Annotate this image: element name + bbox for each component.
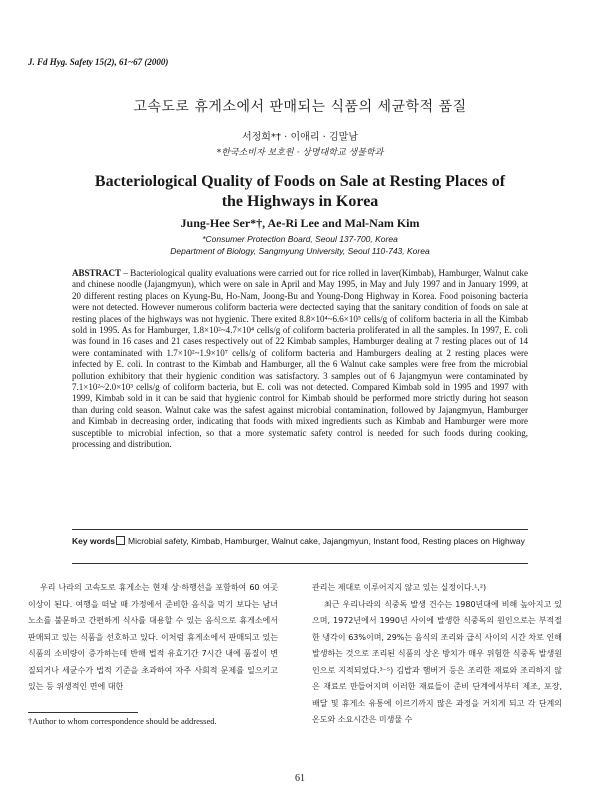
- body-column-left: [28, 580, 278, 696]
- page-number: 61: [295, 773, 305, 784]
- abstract: [72, 268, 528, 451]
- english-affiliation-2: Department of Biology, Sangmyung University, Seoul 110-743, Korea: [170, 246, 430, 256]
- keywords-label: Key words: [72, 536, 115, 546]
- english-title: [60, 172, 540, 212]
- footnote-rule: [28, 712, 138, 713]
- abstract-text: – Bacteriological quality evaluations were carried out for rice rolled in laver(Kimbab), Hamburger, Walnut cake and chinese noodle (Jajangmyun), which were on sale in April and May 1995, in May and July 1997 and in January 1999, at 20 different resting places on Kyung-Bu, Ho-Nam, Joong-Bu and Young-Dong Highway in Korea. Food poisoning bacteria were not detected. However numerous coliform bacteria were dectected saying that the sanitary condition of foods on sale at resting places of the highways was not hygienic. There exited 8.8×10⁴~6.6×10⁵ cells/g of coliform bacteria in all the Kimbab sold in 1995. As for Hamburger, 1.8×10²~4.7×10⁴ cells/g of coliform bacteria proliferated in all the samples. In 1997, E. coli was found in 16 cases and 21 cases respectively out of 22 Kimbab samples, Hamburger dealing at 7 resting places out of 14 were contaminated with 1.7×10²~1.9×10⁷ cells/g of coliform bacteria and Hamburgers dealing at 2 resting places were infected by E. coli. In contrast to the Kimbab and Hamburger, all the 6 Walnut cake samples were free from the microbial pollution exhibitory that their hygienic condition was satisfactory. 3 samples out of 6 Jajangmyun were contaminated by 7.1×10²~2.0×10³ cells/g of coliform bacteria, but E. coli was not detected. Compared Kimbab sold in 1995 and 1997 with 1999, Kimbab sold in it can be said that hygienic control for Kimbab should be performed more strictly during hot season than during cold season. Walnut cake was the safest against microbial contamination, followed by Jajangmyun, Hamburger and Kimbab in decreasing order, indicating that foods with mixed ingredients such as Kimbab and Hamburger were more susceptible to microbial infection, so that a more systematic safety control is needed for such foods during cooking, processing and distribution.: [72, 268, 528, 450]
- body-paragraph: 우리 나라의 고속도로 휴게소는 현재 상·하행선을 포함하여 60 여곳 이상이 된다. 여행을 떠날 때 가정에서 준비한 음식을 먹기 보다는 남녀 노소를 불문하고 간편하게 식사를 대용할 수 있는 음식으로 휴게소에서 판매되고 있는 식품을 선호하고 있다. 이처럼 휴게소에서 판매되고 있는 식품의 소비량이 증가하는데 반해 법적 유효기간 7시간 내에 품질이 변질되거나 세균수가 법적 기준을 초과하여 자주 사회적 문제를 일으키고 있는 등 위생적인 면에 대한: [28, 583, 278, 691]
- keywords-text: Microbial safety, Kimbab, Hamburger, Walnut cake, Jajangmyun, Instant food, Resting places on Highway: [128, 536, 525, 546]
- korean-title: 고속도로 휴게소에서 판매되는 식품의 세균학적 품질: [133, 99, 467, 115]
- english-authors: Jung-Hee Ser*†, Ae-Ri Lee and Mal-Nam Kim: [180, 216, 420, 230]
- keywords: [72, 535, 528, 547]
- journal-citation: J. Fd Hyg. Safety 15(2), 61~67 (2000): [28, 57, 169, 67]
- body-paragraph: 최근 우리나라의 식중독 발생 건수는 1980년대에 비해 높아지고 있으며, 1972년에서 1990년 사이에 발생한 식중독의 원인으로는 부적절한 냉각이 63%이며, 29%는 음식의 조리와 급식 사이의 시간 차로 인해 발생하는 것으로 조리된 식품의 상온 방치가 매우 위험한 식중독 발생원인으로 지적되었다.³⁻⁵) 김밥과 햄버거 등은 조리한 재료와 조리하지 않은 재료로 만들어지며 이러한 재료들이 준비 단계에서부터 제조, 포장, 배달 및 휴게소 유통에 이르기까지 많은 과정을 거치게 되고 각 단계의 온도와 소요시간은 미생물 수: [312, 599, 562, 724]
- body-column-right: [312, 580, 562, 729]
- korean-authors: 서정희*† · 이애리 · 김말남: [241, 132, 358, 143]
- footnote: †Author to whom correspondence should be addressed.: [28, 716, 217, 726]
- keywords-top-rule: [72, 529, 528, 530]
- english-title-line1: Bacteriological Quality of Foods on Sale at Resting Places of: [94, 173, 506, 190]
- body-paragraph: 관리는 제대로 이루어지지 않고 있는 실정이다.¹,²): [312, 583, 487, 592]
- english-title-line2: the Highways in Korea: [221, 193, 379, 210]
- checkbox-square-icon: [116, 536, 125, 545]
- korean-affiliation: *한국소비자 보호원 · 상명대학교 생물학과: [216, 148, 384, 158]
- abstract-label: ABSTRACT: [72, 268, 122, 278]
- english-affiliation-1: *Consumer Protection Board, Seoul 137-700, Korea: [202, 234, 398, 244]
- keywords-bottom-rule: [72, 563, 528, 564]
